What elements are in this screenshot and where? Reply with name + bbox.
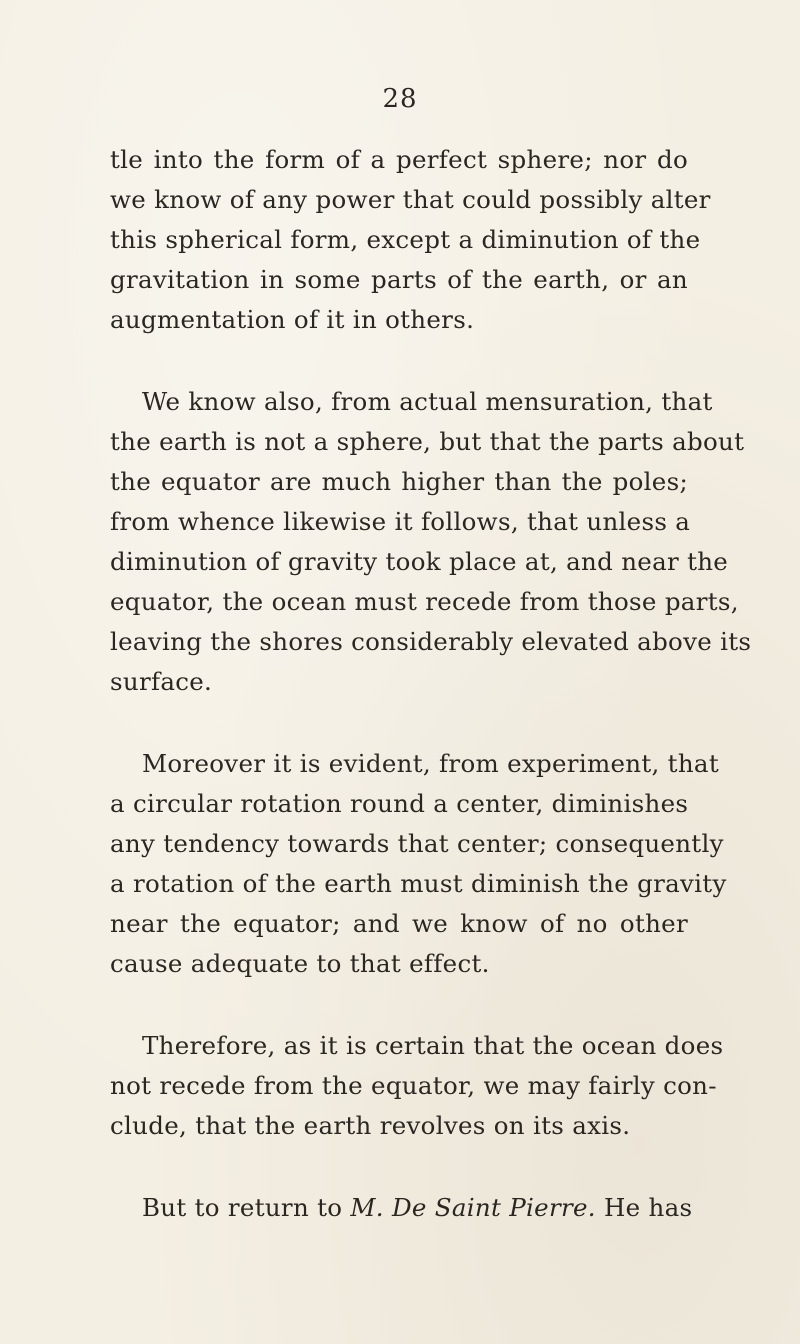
text-line: near the equator; and we know of no other	[110, 909, 688, 938]
paragraph-4	[110, 1026, 724, 1146]
text-line: a rotation of the earth must diminish the gravity	[110, 869, 727, 898]
text-fragment: But to return to	[142, 1193, 343, 1222]
text-line: a circular rotation round a center, diminishes	[110, 789, 689, 818]
text-line: any tendency towards that center; consequently	[110, 829, 724, 858]
text-line: equator, the ocean must recede from those parts,	[110, 587, 739, 616]
paragraph-2	[110, 382, 752, 702]
text-line: We know also, from actual mensuration, that	[142, 387, 713, 416]
text-line: the earth is not a sphere, but that the parts about	[110, 427, 745, 456]
text-line: this spherical form, except a diminution of the	[110, 225, 701, 254]
text-line	[110, 1188, 693, 1228]
text-line: clude, that the earth revolves on its axis.	[110, 1111, 631, 1140]
text-line: from whence likewise it follows, that unless a	[110, 507, 691, 536]
paragraph-1	[110, 140, 711, 340]
text-line: Moreover it is evident, from experiment, that	[142, 749, 719, 778]
paragraph-5	[110, 1188, 693, 1228]
italic-name: M. De Saint Pierre.	[350, 1193, 596, 1222]
text-line: we know of any power that could possibly alter	[110, 185, 711, 214]
text-line: surface.	[110, 667, 213, 696]
text-line: not recede from the equator, we may fairly con-	[110, 1071, 717, 1100]
text-line: the equator are much higher than the poles;	[110, 467, 688, 496]
text-line: Therefore, as it is certain that the ocean does	[142, 1031, 724, 1060]
text-line: augmentation of it in others.	[110, 305, 475, 334]
body-text	[110, 140, 752, 1228]
page-number: 28	[382, 84, 418, 114]
text-line: tle into the form of a perfect sphere; nor do	[110, 145, 688, 174]
paragraph-3	[110, 744, 727, 984]
text-line: leaving the shores considerably elevated above its	[110, 627, 752, 656]
text-line: diminution of gravity took place at, and near the	[110, 547, 729, 576]
text-line: gravitation in some parts of the earth, or an	[110, 265, 688, 294]
text-line: cause adequate to that effect.	[110, 949, 490, 978]
text-fragment: He has	[603, 1193, 693, 1222]
